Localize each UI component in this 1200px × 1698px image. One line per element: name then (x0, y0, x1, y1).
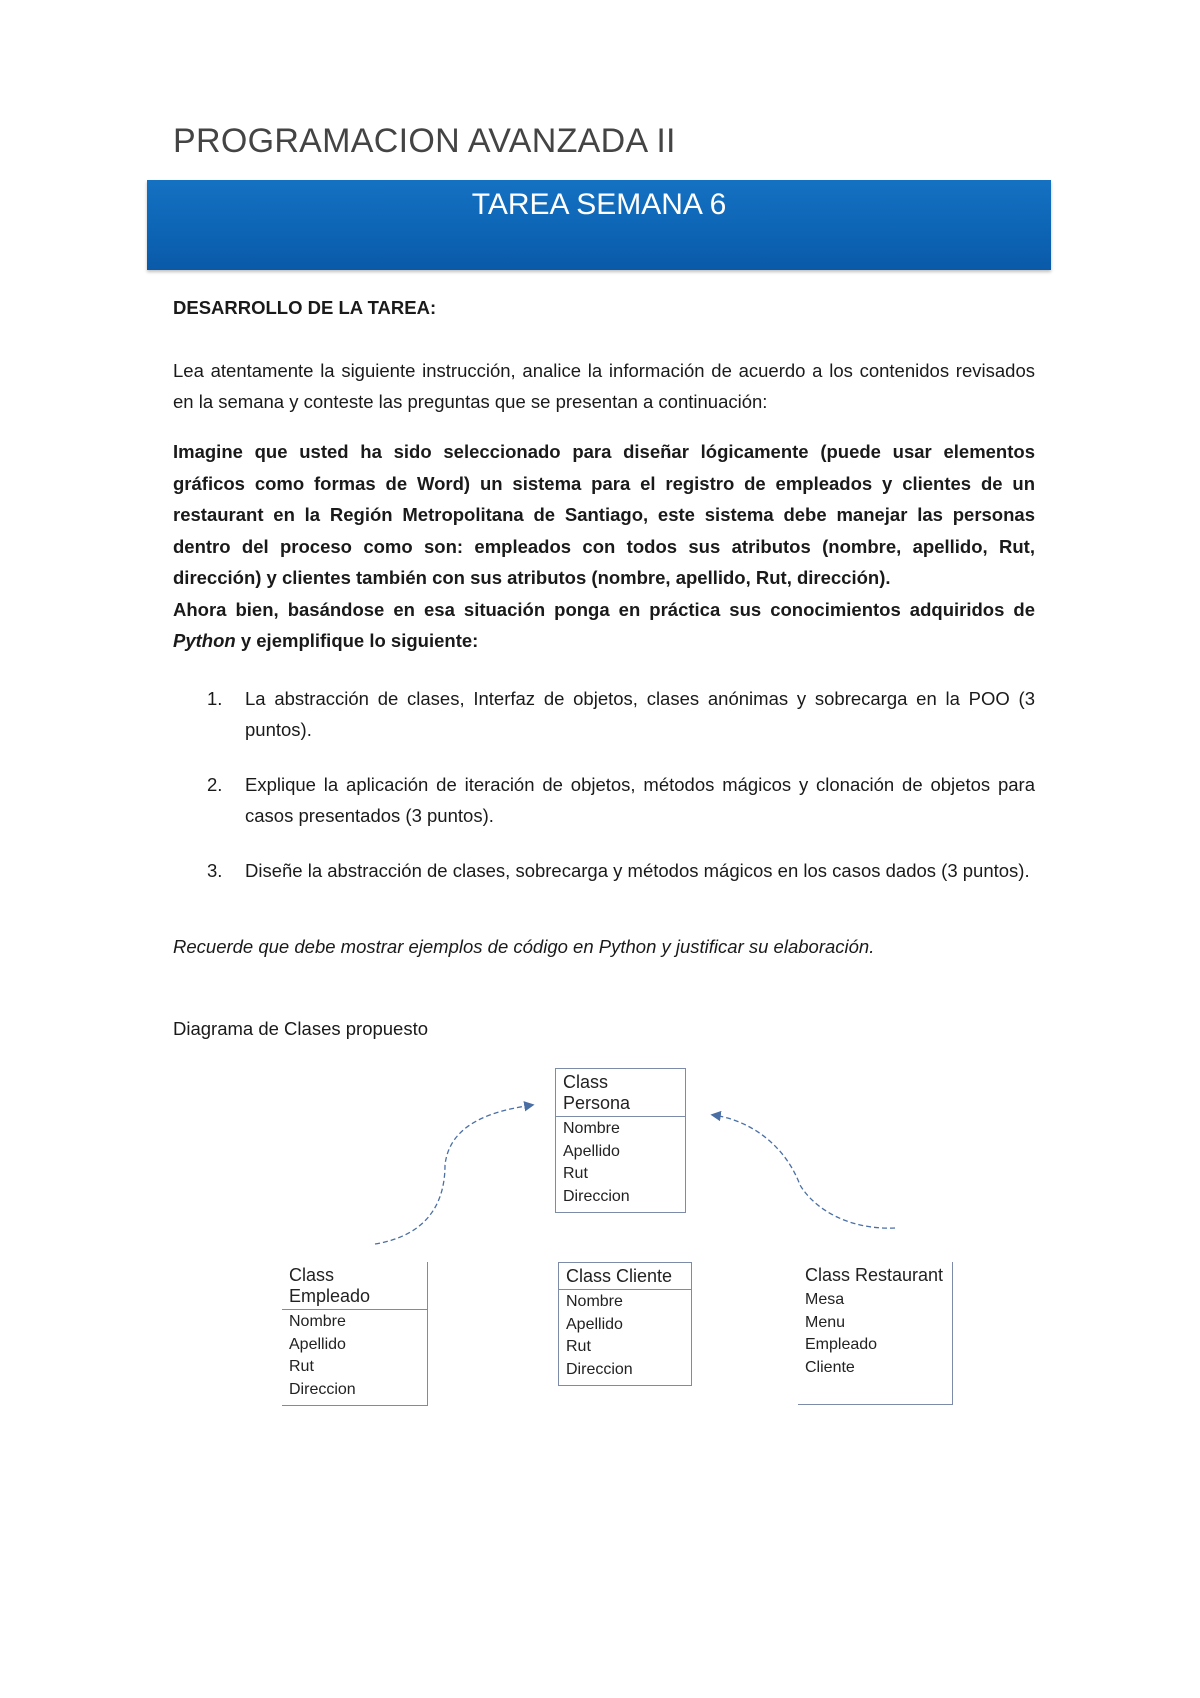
class-attribute: Nombre (566, 1293, 623, 1310)
class-title: Class Cliente (559, 1263, 691, 1290)
class-title: Class Restaurant (805, 1265, 944, 1285)
list-item (173, 683, 1035, 745)
class-attribute: Apellido (566, 1315, 623, 1333)
scenario-paragraph (173, 436, 1035, 657)
title-banner (147, 180, 1051, 270)
class-attributes (282, 1310, 427, 1405)
class-attribute: Cliente (805, 1358, 855, 1376)
class-diagram (270, 1060, 960, 1420)
instruction-before: Ahora bien, basándose en esa situación ponga en práctica sus conocimientos adquiridos de (173, 598, 1035, 620)
arrow-empleado-persona (375, 1105, 532, 1244)
class-attributes (559, 1290, 691, 1385)
task-text: La abstracción de clases, Interfaz de objetos, clases anónimas y sobrecarga en la POO (3 puntos). (245, 688, 1035, 740)
class-title: Class Persona (556, 1069, 685, 1117)
section-heading: DESARROLLO DE LA TAREA: (173, 297, 437, 318)
class-attributes (798, 1288, 952, 1383)
class-cliente-box (558, 1262, 692, 1386)
intro-paragraph: Lea atentamente la siguiente instrucción, analice la información de acuerdo a los contenidos revisados en la semana y conteste las preguntas que se presentan a continuación: (173, 360, 1035, 412)
instruction-python: Python (173, 630, 236, 651)
class-persona-box (555, 1068, 686, 1213)
scenario-text: Imagine que usted ha sido seleccionado para diseñar lógicamente (puede usar elementos gráficos como formas de Word) un sistema para el registro de empleados y clientes de un restaurant en la Región Metropolitana de Santiago, este sistema debe manejar las personas dentro del proceso como son: empleados con todos sus atributos (nombre, apellido, Rut, dirección) y clientes también con sus atributos (nombre, apellido, Rut, dirección). (173, 441, 1035, 588)
task-list (173, 683, 1035, 910)
task-text: Diseñe la abstracción de clases, sobrecarga y métodos mágicos en los casos dados (3 puntos). (245, 860, 1030, 881)
diagram-caption: Diagrama de Clases propuesto (173, 1018, 429, 1039)
class-attribute: Empleado (805, 1336, 878, 1353)
task-number: 1. (207, 688, 223, 709)
class-attribute: Direccion (289, 1380, 356, 1398)
class-attributes (556, 1117, 685, 1212)
class-restaurant-box (798, 1262, 953, 1405)
class-attribute: Rut (563, 1165, 588, 1182)
class-attribute: Apellido (563, 1142, 620, 1160)
list-item (173, 769, 1035, 831)
class-empleado-box (282, 1262, 428, 1406)
class-attribute: Direccion (563, 1187, 630, 1205)
class-attribute: Direccion (566, 1360, 633, 1378)
instruction-after: y ejemplifique lo siguiente: (240, 630, 479, 651)
arrow-restaurant-persona (713, 1115, 895, 1228)
class-attribute: Rut (289, 1358, 314, 1375)
task-number: 3. (207, 860, 223, 881)
class-attribute: Rut (566, 1338, 591, 1355)
class-attribute: Nombre (563, 1120, 620, 1137)
task-text: Explique la aplicación de iteración de objetos, métodos mágicos y clonación de objetos para casos presentados (3 puntos). (245, 774, 1035, 826)
task-number: 2. (207, 774, 223, 795)
document-title: PROGRAMACION AVANZADA II (173, 122, 676, 160)
banner-text: TAREA SEMANA 6 (471, 188, 727, 221)
class-attribute: Nombre (289, 1313, 346, 1330)
class-attribute: Menu (805, 1313, 846, 1331)
reminder-text: Recuerde que debe mostrar ejemplos de código en Python y justificar su elaboración. (173, 936, 875, 957)
class-title: Class Empleado (282, 1262, 427, 1310)
class-attribute: Mesa (805, 1291, 845, 1308)
class-attribute: Apellido (289, 1335, 346, 1353)
list-item (173, 855, 1035, 886)
